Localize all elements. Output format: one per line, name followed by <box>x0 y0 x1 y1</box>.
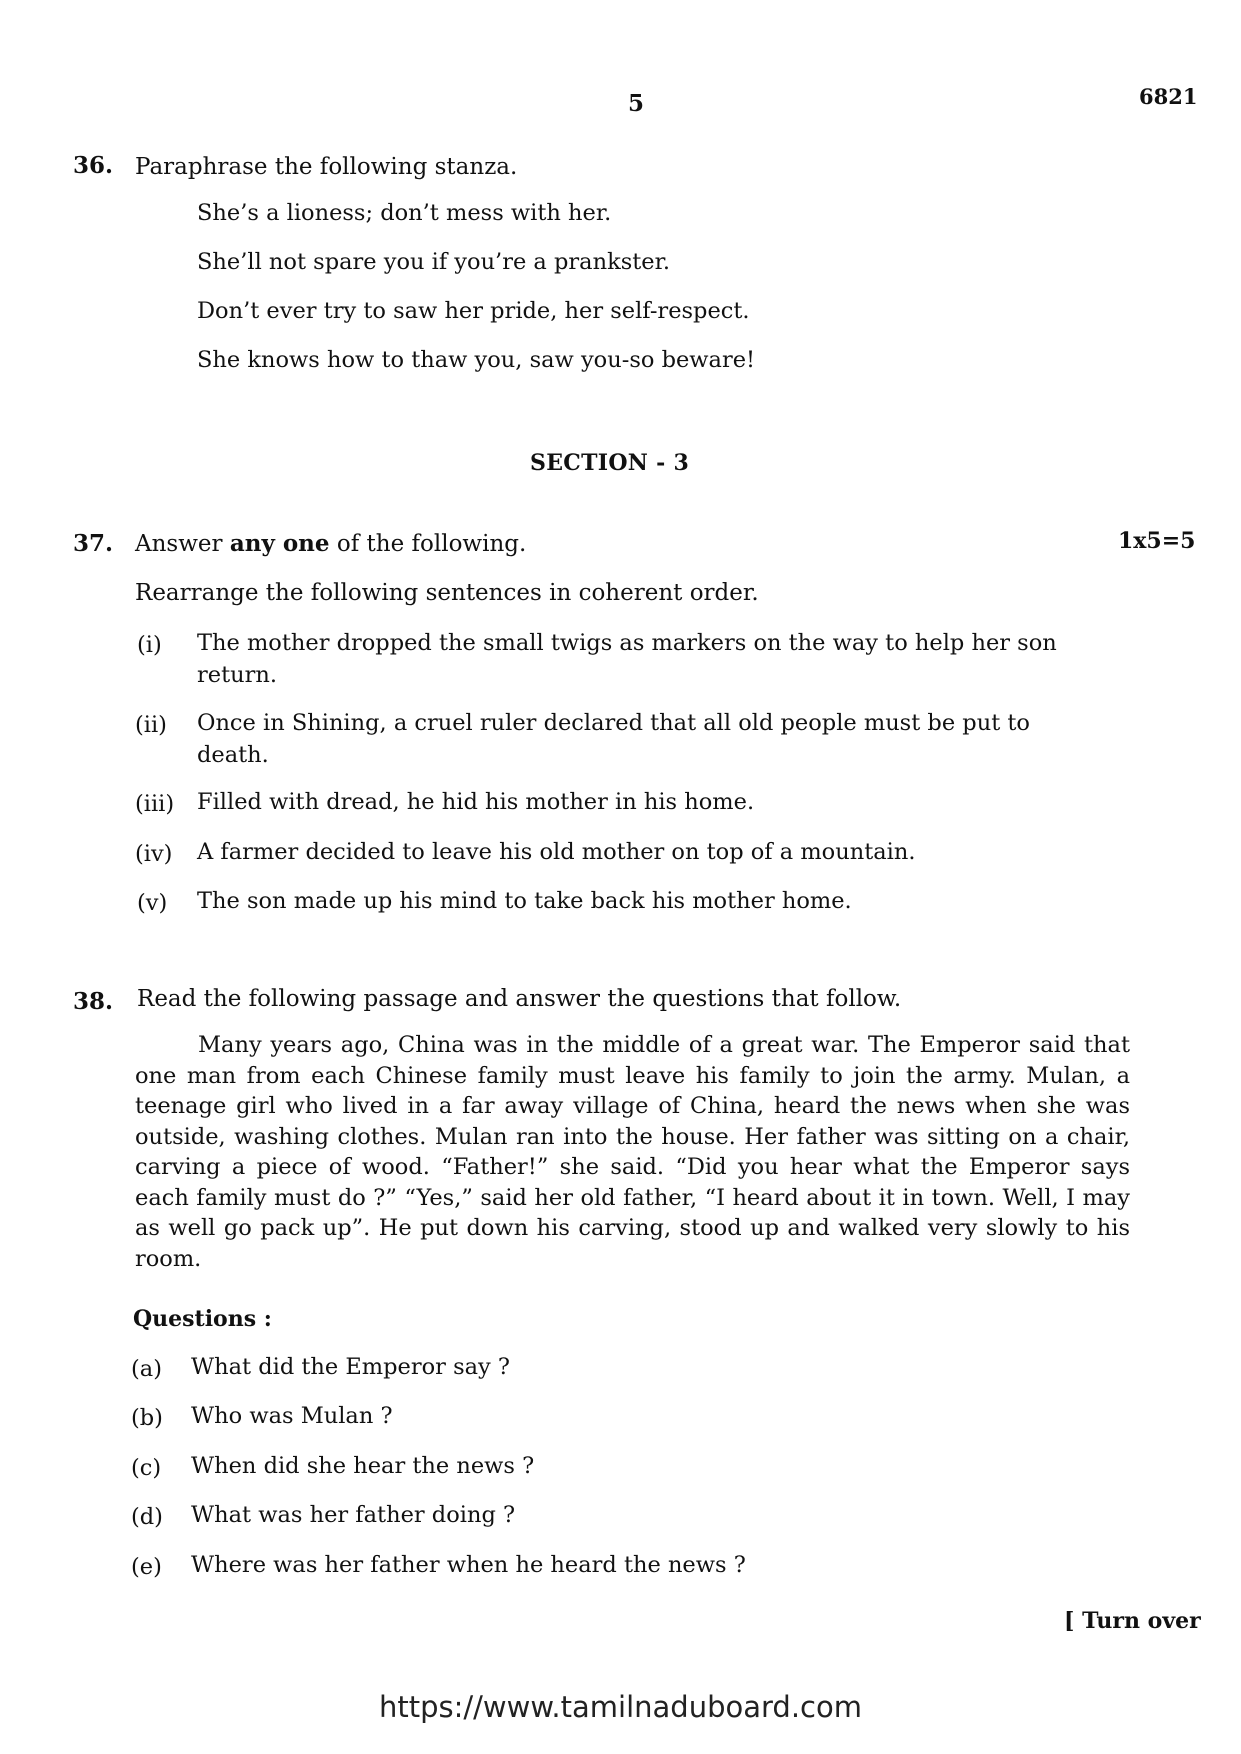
option-text: The mother dropped the small twigs as markers on the way to help her son <box>197 630 1057 656</box>
option-text: The son made up his mind to take back his mother home. <box>197 888 852 914</box>
marks-allocation: 1x5=5 <box>1118 528 1196 554</box>
option-text-continued: return. <box>197 662 278 688</box>
prompt-emphasis: any one <box>229 530 330 557</box>
option-label: (ii) <box>135 712 167 738</box>
option-text: A farmer decided to leave his old mother on top of a mountain. <box>197 839 916 865</box>
question-text: What did the Emperor say ? <box>191 1354 510 1380</box>
paper-code: 6821 <box>1139 84 1198 109</box>
question-label: (c) <box>131 1455 162 1481</box>
question-label: (e) <box>131 1554 162 1580</box>
option-label: (iv) <box>135 841 173 867</box>
reading-passage: Many years ago, China was in the middle of a great war. The Emperor said that one man from each Chinese family must leave his family to join the army. Mulan, a teenage girl who lived in a far away village of China, heard the news when she was outside, washing clothes. Mulan ran into the house. Her father was sitting on a chair, carving a piece of wood. “Father!” she said. “Did you hear what the Emperor says each family must do ?” “Yes,” said her old father, “I heard about it in town. Well, I may as well go pack up”. He put down his carving, stood up and walked very slowly to his room. <box>135 1032 1130 1272</box>
option-label: (i) <box>137 632 162 658</box>
question-36-prompt: Paraphrase the following stanza. <box>135 154 518 180</box>
question-37-prompt <box>135 530 526 557</box>
source-url: https://www.tamilnaduboard.com <box>378 1690 862 1724</box>
option-text: Once in Shining, a cruel ruler declared that all old people must be put to <box>197 710 1030 736</box>
question-36-number: 36. <box>73 152 114 179</box>
question-38-prompt: Read the following passage and answer the questions that follow. <box>137 986 902 1012</box>
page-number: 5 <box>628 90 645 117</box>
question-38-number: 38. <box>73 988 114 1015</box>
question-text: What was her father doing ? <box>191 1502 516 1528</box>
question-text: When did she hear the news ? <box>191 1453 535 1479</box>
question-37-number: 37. <box>73 530 114 557</box>
question-text: Who was Mulan ? <box>191 1403 393 1429</box>
stanza-line: She knows how to thaw you, saw you-so beware! <box>197 347 756 373</box>
option-text-continued: death. <box>197 742 269 768</box>
turn-over-note: [ Turn over <box>1064 1608 1201 1634</box>
question-label: (d) <box>131 1504 163 1530</box>
prompt-start: Answer <box>135 531 230 557</box>
question-37-instruction: Rearrange the following sentences in coherent order. <box>135 580 759 606</box>
questions-heading: Questions : <box>133 1306 272 1332</box>
option-label: (iii) <box>135 791 175 817</box>
stanza-line: She’s a lioness; don’t mess with her. <box>197 200 612 226</box>
option-text: Filled with dread, he hid his mother in his home. <box>197 789 755 815</box>
prompt-end: of the following. <box>329 531 527 557</box>
option-label: (v) <box>137 890 168 916</box>
question-label: (a) <box>131 1356 162 1382</box>
stanza-line: She’ll not spare you if you’re a prankster. <box>197 249 671 275</box>
question-label: (b) <box>131 1405 163 1431</box>
section-heading: SECTION - 3 <box>530 450 690 476</box>
question-text: Where was her father when he heard the news ? <box>191 1552 746 1578</box>
stanza-line: Don’t ever try to saw her pride, her self-respect. <box>197 298 750 324</box>
